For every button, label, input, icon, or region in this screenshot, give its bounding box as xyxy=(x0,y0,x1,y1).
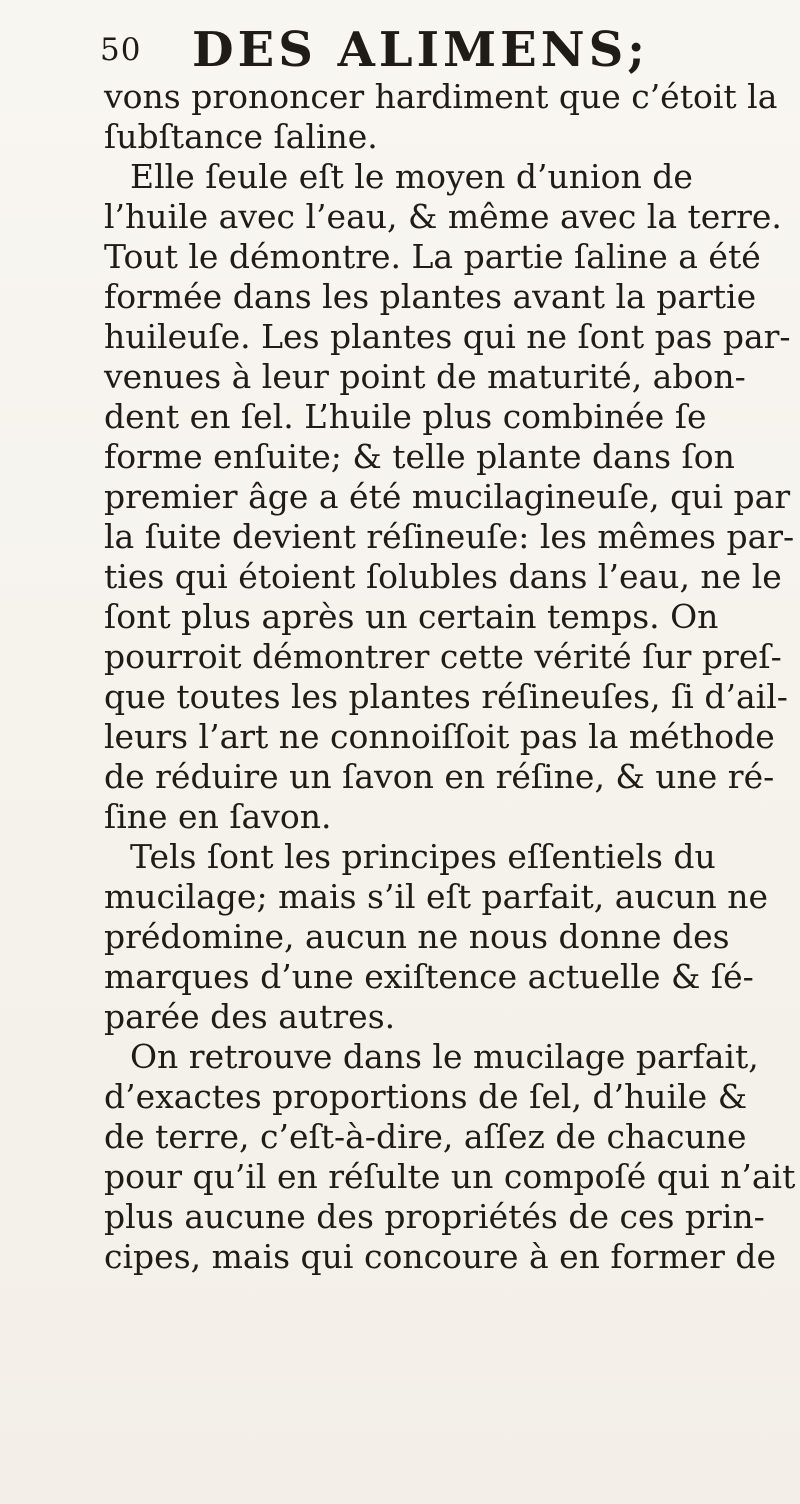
body-text xyxy=(104,77,796,1277)
text-line: prédomine, aucun ne nous donne des xyxy=(104,917,730,956)
text-line: Elle ſeule eſt le moyen d’union de xyxy=(130,157,693,196)
text-line: plus aucune des propriétés de ces prin- xyxy=(104,1197,765,1236)
text-line: On retrouve dans le mucilage parfait, xyxy=(130,1037,759,1076)
text-line: la ſuite devient réſineuſe: les mêmes par- xyxy=(104,517,795,556)
text-line: Tels ſont les principes eſſentiels du xyxy=(130,837,716,876)
text-line: leurs l’art ne connoiſſoit pas la méthode xyxy=(104,717,775,756)
text-line: forme enſuite; & telle plante dans ſon xyxy=(104,437,735,476)
text-line: l’huile avec l’eau, & même avec la terre. xyxy=(104,197,782,236)
text-line: ſont plus après un certain temps. On xyxy=(104,597,719,636)
text-line: pour qu’il en réſulte un compoſé qui n’ait xyxy=(104,1157,796,1196)
page-number: 50 xyxy=(100,32,142,68)
text-line: parée des autres. xyxy=(104,997,396,1036)
text-line: ſubſtance ſaline. xyxy=(104,117,378,156)
text-line: de terre, c’eſt-à-dire, aſſez de chacune xyxy=(104,1117,747,1156)
text-line: cipes, mais qui concoure à en former de xyxy=(104,1237,777,1276)
text-line: marques d’une exiſtence actuelle & ſé- xyxy=(104,957,754,996)
text-line: venues à leur point de maturité, abon- xyxy=(104,357,746,396)
text-line: premier âge a été mucilagineuſe, qui par xyxy=(104,477,791,516)
text-line: pourroit démontrer cette vérité ſur preſ- xyxy=(104,637,782,676)
text-line: dent en ſel. L’huile plus combinée ſe xyxy=(104,397,707,436)
text-line: d’exactes proportions de ſel, d’huile & xyxy=(104,1077,748,1116)
text-line: ties qui étoient ſolubles dans l’eau, ne le xyxy=(104,557,782,596)
text-line: formée dans les plantes avant la partie xyxy=(104,277,757,316)
text-line: ſine en ſavon. xyxy=(104,797,332,836)
text-line: mucilage; mais s’il eſt parfait, aucun ne xyxy=(104,877,768,916)
text-line: vons prononcer hardiment que c’étoit la xyxy=(104,77,778,116)
text-line: de réduire un ſavon en réſine, & une ré- xyxy=(104,757,775,796)
text-line: Tout le démontre. La partie ſaline a été xyxy=(104,237,761,276)
running-title: DES ALIMENS; xyxy=(192,22,650,78)
text-line: que toutes les plantes réſineuſes, ſi d’ail- xyxy=(104,677,788,716)
page-header xyxy=(100,22,750,82)
text-line: huileuſe. Les plantes qui ne ſont pas par- xyxy=(104,317,791,356)
